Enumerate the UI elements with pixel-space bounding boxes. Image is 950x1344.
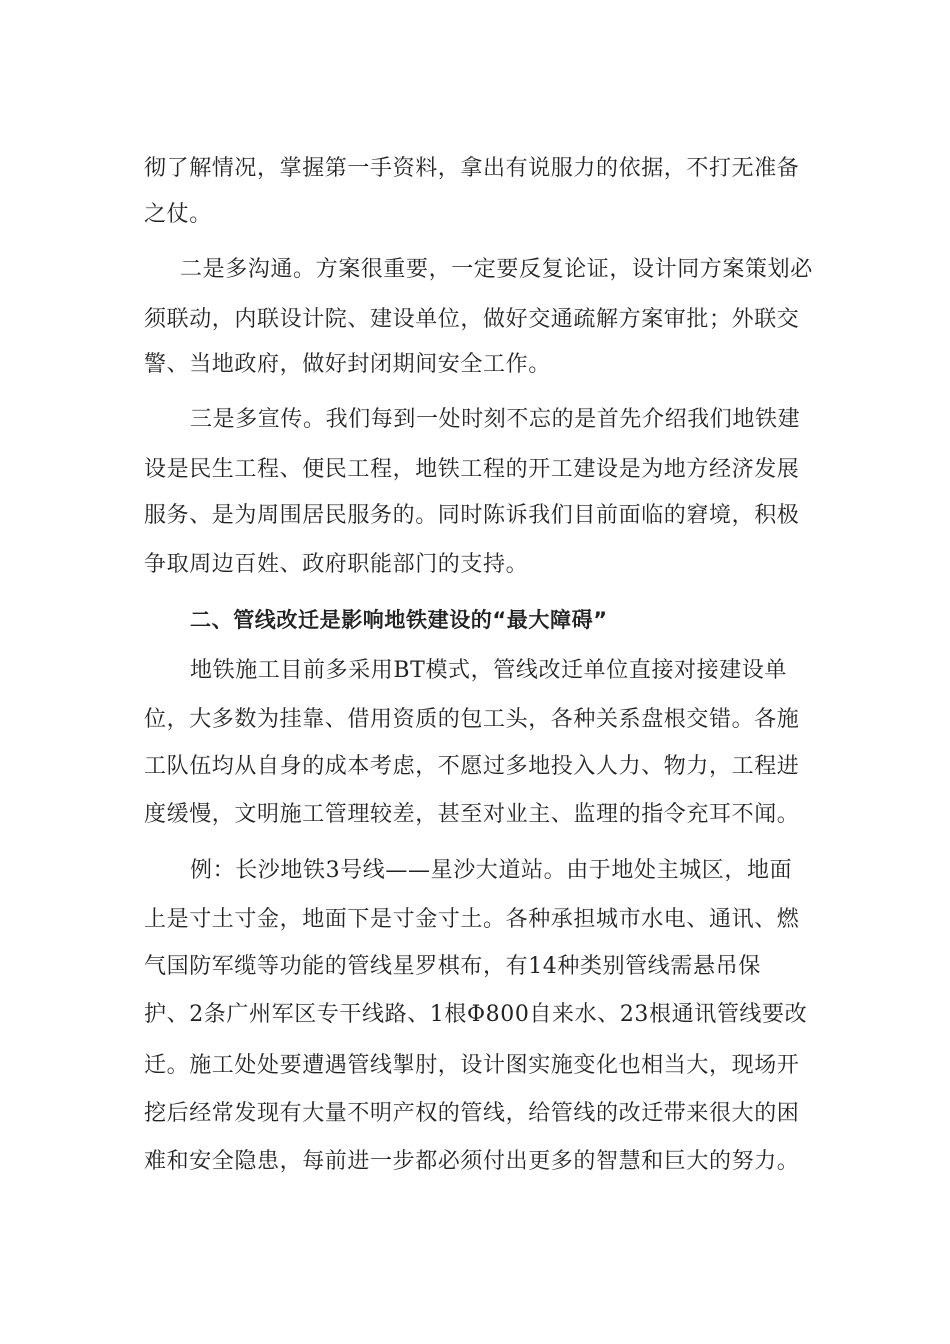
text-line: 护、2条广州军区专干线路、1根Φ800自来水、23根通讯管线要改 <box>144 1002 808 1027</box>
text-line: 争取周边百姓、政府职能部门的支持。 <box>144 552 529 577</box>
paragraph-start: 地铁施工目前多采用BT模式，管线改迁单位直接对接建设单 <box>190 658 788 683</box>
text-line: 警、当地政府，做好封闭期间安全工作。 <box>144 352 551 377</box>
text-line: 上是寸土寸金，地面下是寸金寸土。各种承担城市水电、通讯、燃 <box>144 907 800 932</box>
text-line: 须联动，内联设计院、建设单位，做好交通疏解方案审批；外联交 <box>144 307 800 332</box>
example-paragraph-start: 例：长沙地铁3号线——星沙大道站。由于地处主城区，地面 <box>190 858 793 883</box>
section-heading: 二、管线改迁是影响地铁建设的“最大障碍” <box>190 608 608 632</box>
text-line: 迁。施工处处要遭遇管线掣肘，设计图实施变化也相当大，现场开 <box>144 1053 800 1078</box>
text-line: 位，大多数为挂靠、借用资质的包工头，各种关系盘根交错。各施 <box>144 707 800 732</box>
text-line: 挖后经常发现有大量不明产权的管线，给管线的改迁带来很大的困 <box>144 1101 800 1126</box>
text-line: 工队伍均从自身的成本考虑，不愿过多地投入人力、物力，工程进 <box>144 754 800 779</box>
text-line: 设是民生工程、便民工程，地铁工程的开工建设是为地方经济发展 <box>144 457 800 482</box>
text-line: 彻了解情况，掌握第一手资料，拿出有说服力的依据，不打无准备 <box>144 156 800 181</box>
text-line: 气国防军缆等功能的管线星罗棋布，有14种类别管线需悬吊保 <box>144 954 761 979</box>
text-line: 度缓慢，文明施工管理较差，甚至对业主、监理的指令充耳不闻。 <box>144 802 800 827</box>
paragraph-three-start: 三是多宣传。我们每到一处时刻不忘的是首先介绍我们地铁建 <box>190 407 801 432</box>
text-line: 之仗。 <box>144 202 212 227</box>
text-line: 难和安全隐患，每前进一步都必须付出更多的智慧和巨大的努力。 <box>144 1149 800 1174</box>
paragraph-two-start: 二是多沟通。方案很重要，一定要反复论证，设计同方案策划必 <box>180 257 813 282</box>
text-line: 服务、是为周围居民服务的。同时陈诉我们目前面临的窘境，积极 <box>144 503 800 528</box>
